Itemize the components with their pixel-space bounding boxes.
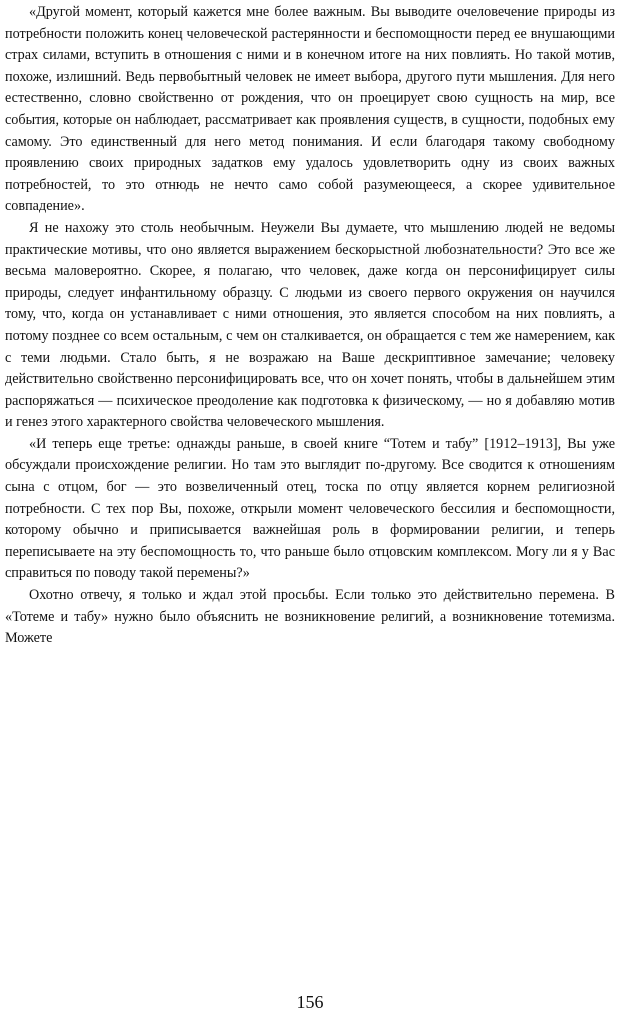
page-number: 156 xyxy=(296,992,324,1012)
paragraph-4: Охотно отвечу, я только и ждал этой просьбы. Если только это действительно перемена. В «Тотеме и табу» нужно было объяснить не возникновение религий, а возникновение тотемизма. Можете xyxy=(5,587,615,647)
paragraph-3: «И теперь еще третье: однажды раньше, в своей книге “Тотем и табу” [1912–1913], Вы уже обсуждали происхождение религии. Но там это выглядит по-другому. Все сводится к отношениям сына с отцом, бог — это возвеличенный отец, тоска по отцу является корнем религиозной потребности. С тех пор Вы, похоже, открыли момент человеческого бессилия и беспомощности, которому обычно и приписывается важнейшая роль в формировании религии, и теперь переписываете на эту беспомощность то, что раньше было отцовским комплексом. Могу ли я у Вас справиться по поводу такой перемены?» xyxy=(5,435,615,582)
paragraph-1: «Другой момент, который кажется мне более важным. Вы выводите очеловечение природы из потребности положить конец человеческой растерянности и беспомощности перед ее внушающими страх силами, вступить в отношения с ними и в конечном итоге на них повлиять. Но такой мотив, похоже, излишний. Ведь первобытный человек не имеет выбора, другого пути мышления. Для него естественно, словно свойственно от рождения, что он проецирует свою сущность на мир, все события, которые он наблюдает, рассматривает как проявления существ, в сущности, подобных ему самому. Это единственный для него метод понимания. И если благодаря такому свободному проявлению своих природных задатков ему удалось удовлетворить одну из своих важных потребностей, то это отнюдь не нечто само собой разумеющееся, а скорее удивительное совпадение». xyxy=(5,4,615,215)
paragraph-2: Я не нахожу это столь необычным. Неужели Вы думаете, что мышлению людей не ведомы практические мотивы, что оно является выражением бескорыстной любознательности? Это все же весьма маловероятно. Скорее, я полагаю, что человек, даже когда он персонифицирует силы природы, следует инфантильному образцу. С людьми из своего первого окружения он научился тому, что, когда он устанавливает с ними отношения, это является способом на них повлиять, а потому позднее со всем остальным, с чем он сталкивается, он обращается с тем же намерением, как с теми людьми. Стало быть, я не возражаю на Ваше дескриптивное замечание; человеку действительно свойственно персонифицировать все, что он хочет понять, чтобы в дальнейшем этим распоряжаться — психическое преодоление как подготовка к физическому, — но я добавляю мотив и генез этого характерного свойства человеческого мышления. xyxy=(5,219,615,431)
